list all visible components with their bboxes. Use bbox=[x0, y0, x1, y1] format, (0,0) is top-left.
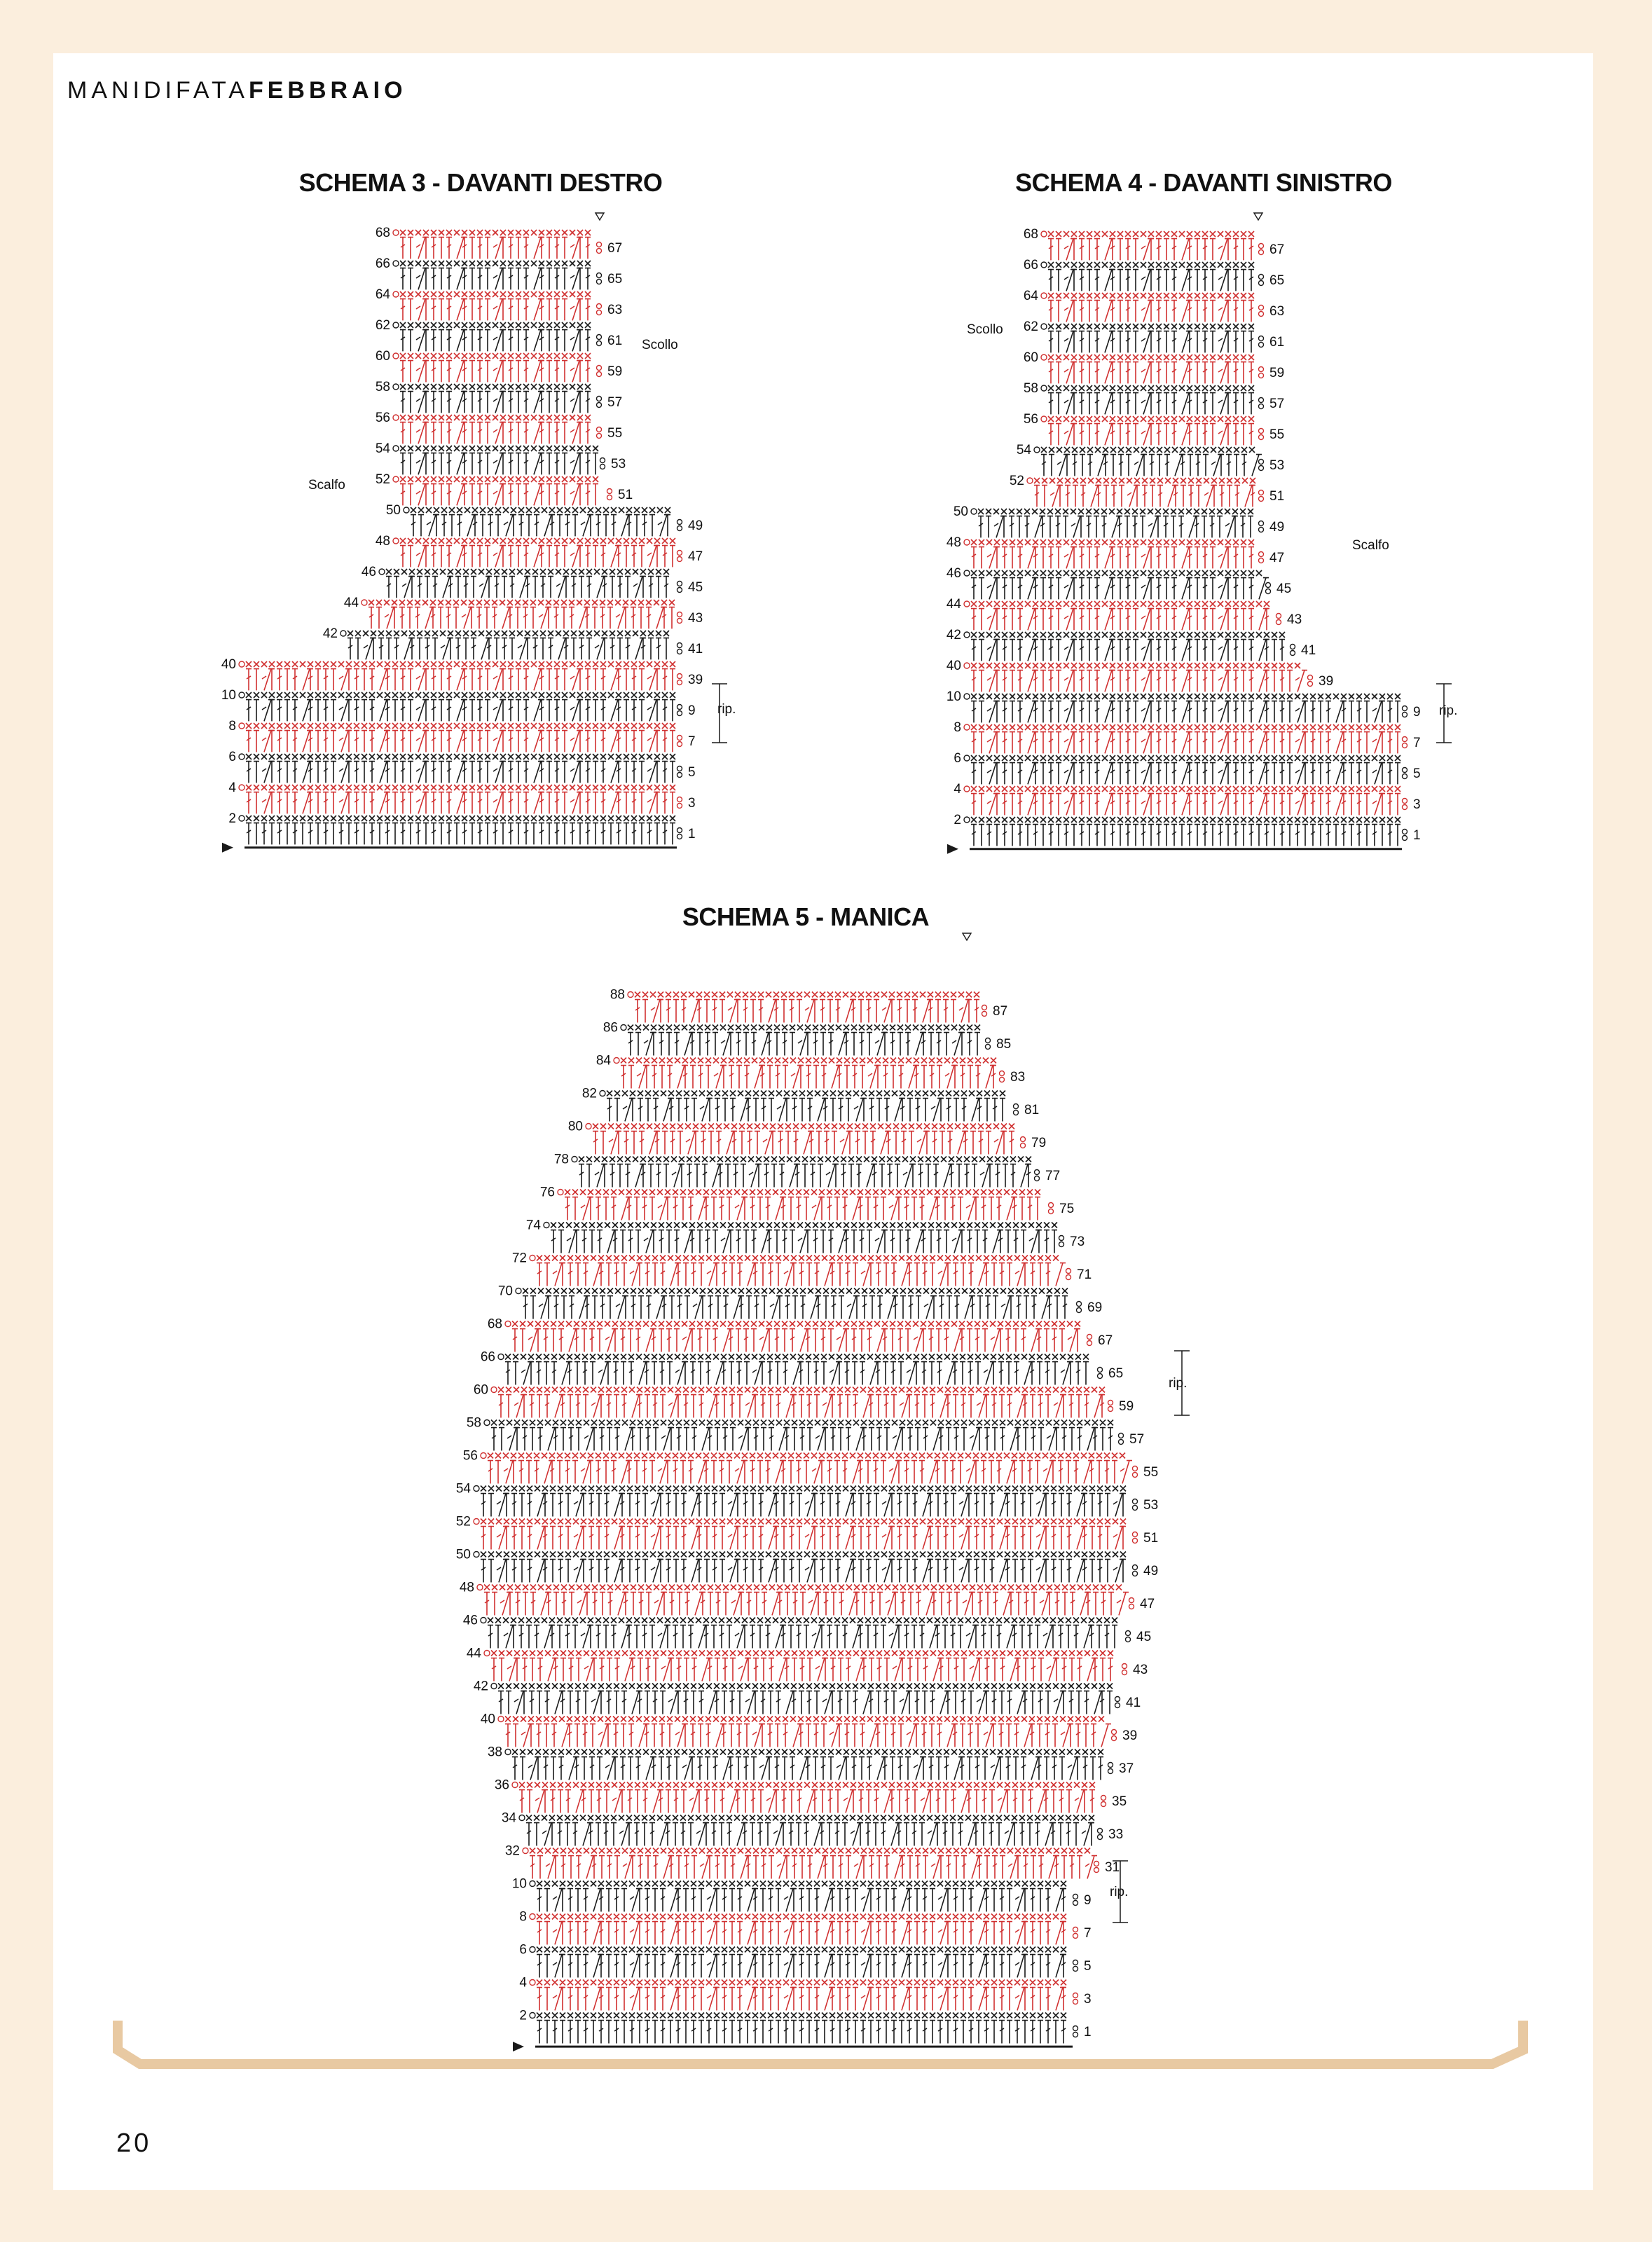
schema5-stitch-row-odd bbox=[579, 1164, 1031, 1188]
schema4-row-label-right: 9 bbox=[1413, 705, 1421, 720]
schema5-row-label-left: 48 bbox=[459, 1580, 474, 1595]
schema5-row-label-left: 56 bbox=[462, 1448, 478, 1464]
schema3-row-label-right: 3 bbox=[688, 796, 696, 811]
schema4-row-label-right: 49 bbox=[1269, 520, 1285, 535]
schema3-row-label-right: 57 bbox=[607, 395, 623, 410]
schema5-row-label-left: 50 bbox=[455, 1547, 471, 1562]
schema5-stitch-row-even bbox=[481, 1486, 1126, 1492]
schema5-row-label-right: 47 bbox=[1140, 1597, 1155, 1611]
schema5-row-label-right: 31 bbox=[1105, 1860, 1120, 1875]
schema3-row-label-left: 40 bbox=[221, 657, 236, 672]
schema5-stitch-row-even bbox=[505, 1354, 1089, 1360]
schema5-stitch-row-even bbox=[579, 1157, 1031, 1162]
schema5-stitch-row-odd bbox=[512, 1757, 1103, 1780]
schema4-row-label-right: 5 bbox=[1413, 766, 1421, 781]
schema4-row-label-left: 44 bbox=[946, 597, 961, 612]
schema4-row-label-right: 1 bbox=[1413, 828, 1421, 843]
schema4-row-label-right: 51 bbox=[1269, 489, 1285, 504]
schema5-stitch-row-even bbox=[484, 1585, 1122, 1590]
schema5-stitch-row-even bbox=[537, 1256, 1059, 1261]
schema3-row-label-left: 64 bbox=[375, 287, 390, 302]
schema3-neck-label: Scollo bbox=[642, 338, 678, 352]
schema5-stitch-row-even bbox=[607, 1091, 1005, 1096]
schema5-stitch-row-even bbox=[519, 1782, 1095, 1788]
schema5-end-mark-icon bbox=[963, 933, 971, 940]
schema3-row-label-left: 8 bbox=[228, 719, 236, 734]
schema5-row-label-right: 5 bbox=[1084, 1959, 1092, 1974]
schema3-row-label-right: 63 bbox=[607, 303, 623, 317]
schema3-row-label-right: 1 bbox=[688, 827, 696, 841]
schema5-row-label-left: 42 bbox=[473, 1679, 488, 1694]
schema3-row-label-right: 49 bbox=[688, 518, 703, 533]
schema5-stitch-row-even bbox=[530, 1848, 1090, 1854]
schema5-stitch-row-odd bbox=[537, 1889, 1066, 1912]
schema5-stitch-row-even bbox=[537, 1881, 1066, 1887]
schema4-row-label-left: 46 bbox=[946, 566, 961, 581]
schema5-row-label-left: 58 bbox=[466, 1415, 481, 1431]
schema4-row-label-right: 65 bbox=[1269, 273, 1285, 288]
schema3-row-label-left: 56 bbox=[375, 411, 390, 425]
schema5-row-label-right: 67 bbox=[1098, 1333, 1113, 1348]
schema3-row-label-right: 67 bbox=[607, 241, 623, 256]
schema3-row-label-right: 55 bbox=[607, 426, 623, 441]
schema5-row-label-left: 8 bbox=[519, 1909, 527, 1925]
schema5-stitch-row-odd bbox=[505, 1362, 1089, 1385]
schema4-row-label-right: 3 bbox=[1413, 797, 1421, 812]
schema5-stitch-row-odd bbox=[565, 1197, 1040, 1220]
schema5-stitch-row-even bbox=[481, 1519, 1126, 1525]
schema5-row-label-right: 81 bbox=[1024, 1103, 1040, 1117]
schema4-row-label-left: 66 bbox=[1023, 258, 1038, 273]
schema5-row-label-left: 88 bbox=[610, 987, 625, 1003]
schema5-stitch-row-odd bbox=[488, 1625, 1117, 1649]
schema5-row-label-left: 46 bbox=[462, 1613, 478, 1628]
schema5-row-label-left: 52 bbox=[455, 1514, 471, 1529]
schema4-row-label-left: 50 bbox=[953, 504, 968, 519]
schema5-row-label-left: 78 bbox=[553, 1152, 569, 1167]
schema3-title: SCHEMA 3 - DAVANTI DESTRO bbox=[298, 168, 663, 197]
schema5-row-label-right: 37 bbox=[1119, 1761, 1134, 1776]
schema5-stitch-row-even bbox=[488, 1618, 1117, 1623]
schema5-stitch-row-odd bbox=[491, 1658, 1113, 1682]
schema3-row-label-right: 9 bbox=[688, 703, 696, 718]
schema5-stitch-row-odd bbox=[607, 1099, 1005, 1122]
schema5-stitch-row-odd bbox=[635, 1000, 979, 1023]
schema5-stitch-row-odd bbox=[593, 1132, 1014, 1155]
schema3-row-label-left: 2 bbox=[228, 811, 236, 826]
schema5-stitch-row-odd bbox=[628, 1033, 980, 1056]
schema5-stitch-row-even bbox=[481, 1552, 1126, 1557]
schema5-row-label-right: 73 bbox=[1070, 1235, 1085, 1249]
schema4-row-label-left: 48 bbox=[946, 535, 961, 550]
schema3-row-label-left: 44 bbox=[343, 596, 359, 610]
schema5-stitch-row-odd bbox=[537, 1263, 1066, 1286]
schema3-scallop-label: Scalfo bbox=[308, 478, 345, 493]
schema5-stitch-row-odd bbox=[512, 1329, 1080, 1352]
schema5-stitch-row-odd bbox=[621, 1066, 996, 1089]
schema5-row-label-right: 45 bbox=[1136, 1630, 1152, 1644]
schema5-row-label-left: 76 bbox=[539, 1185, 555, 1200]
schema3-row-label-right: 53 bbox=[611, 457, 626, 472]
schema5-row-label-right: 33 bbox=[1108, 1827, 1124, 1842]
schema5-stitch-row-even bbox=[635, 992, 979, 998]
schema5-stitch-row-even bbox=[491, 1651, 1113, 1656]
schema5-stitch-row-odd bbox=[523, 1296, 1068, 1319]
schema3-row-label-right: 43 bbox=[688, 611, 703, 626]
schema4-row-label-right: 63 bbox=[1269, 304, 1285, 319]
schema5-row-label-left: 70 bbox=[497, 1284, 513, 1299]
schema4-row-label-right: 41 bbox=[1301, 643, 1316, 658]
schema5-stitch-row-odd bbox=[505, 1724, 1111, 1747]
schema5-stitch-row-odd bbox=[537, 1955, 1066, 1978]
schema4-row-label-left: 8 bbox=[954, 720, 961, 735]
schema3-row-label-right: 59 bbox=[607, 364, 623, 379]
schema5-row-label-right: 49 bbox=[1143, 1564, 1159, 1579]
schema5-row-label-right: 35 bbox=[1112, 1794, 1127, 1809]
schema5-row-label-left: 4 bbox=[519, 1975, 527, 1990]
schema5-row-label-right: 85 bbox=[996, 1037, 1012, 1052]
schema5-stitch-row-even bbox=[551, 1223, 1057, 1228]
schema5-row-label-left: 60 bbox=[473, 1382, 488, 1398]
page-number: 20 bbox=[116, 2128, 152, 2158]
schema4-row-label-right: 53 bbox=[1269, 458, 1285, 473]
schema5-stitch-row-odd bbox=[491, 1428, 1113, 1451]
schema4-row-label-right: 47 bbox=[1269, 551, 1285, 565]
schema5-repeat-label-bottom: rip. bbox=[1110, 1885, 1129, 1899]
schema4-row-label-right: 67 bbox=[1269, 242, 1285, 257]
schema5-stitch-row-even bbox=[565, 1190, 1040, 1195]
schema4-row-label-left: 64 bbox=[1023, 289, 1038, 303]
schema5-stitch-row-odd bbox=[537, 1988, 1066, 2011]
schema3-row-label-right: 47 bbox=[688, 549, 703, 564]
schema5-stitch-row-even bbox=[628, 1025, 980, 1031]
schema3-row-label-right: 51 bbox=[618, 488, 633, 502]
schema3-row-label-left: 58 bbox=[375, 380, 390, 394]
schema4-row-label-right: 57 bbox=[1269, 397, 1285, 411]
header-issue: FEBBRAIO bbox=[248, 77, 407, 104]
schema4-row-label-left: 40 bbox=[946, 659, 961, 673]
schema5-row-label-right: 71 bbox=[1077, 1267, 1092, 1282]
schema3-row-label-right: 61 bbox=[607, 333, 623, 348]
schema3-row-label-right: 5 bbox=[688, 765, 696, 780]
schema3-row-label-left: 54 bbox=[375, 441, 390, 456]
schema4-title: SCHEMA 4 - DAVANTI SINISTRO bbox=[1015, 168, 1392, 197]
schema5-stitch-row-odd bbox=[481, 1494, 1126, 1517]
schema4-row-label-left: 60 bbox=[1023, 350, 1038, 365]
schema5-row-label-left: 72 bbox=[511, 1251, 527, 1266]
schema5-row-label-right: 7 bbox=[1084, 1926, 1092, 1941]
schema5-stitch-row-even bbox=[498, 1684, 1113, 1689]
schema4-row-label-right: 55 bbox=[1269, 427, 1285, 442]
schema5-stitch-row-odd bbox=[519, 1790, 1095, 1813]
schema5-row-label-right: 83 bbox=[1010, 1070, 1026, 1085]
bottom-bracket bbox=[112, 2021, 1541, 2070]
schema5-stitch-row-even bbox=[498, 1387, 1105, 1393]
schema3-row-label-left: 52 bbox=[375, 472, 390, 487]
schema5-stitch-row-odd bbox=[481, 1527, 1126, 1550]
schema5-stitch-row-odd bbox=[488, 1461, 1132, 1484]
schema5-row-label-right: 9 bbox=[1084, 1893, 1092, 1908]
schema5-row-label-left: 10 bbox=[511, 1876, 527, 1892]
schema4-row-label-left: 10 bbox=[946, 689, 961, 704]
schema5-row-label-right: 41 bbox=[1126, 1696, 1141, 1710]
schema5-row-label-right: 39 bbox=[1122, 1728, 1138, 1743]
schema3-row-label-left: 68 bbox=[375, 226, 390, 240]
schema5-row-label-right: 79 bbox=[1031, 1136, 1047, 1150]
schema5-stitch-row-even bbox=[523, 1288, 1068, 1294]
schema4-row-label-left: 6 bbox=[954, 751, 961, 766]
schema5-row-label-right: 69 bbox=[1087, 1300, 1103, 1315]
schema5-row-label-right: 51 bbox=[1143, 1531, 1159, 1546]
schema5-row-label-left: 32 bbox=[504, 1843, 520, 1859]
schema3-row-label-left: 4 bbox=[228, 780, 236, 795]
schema5-row-label-right: 59 bbox=[1119, 1399, 1134, 1414]
schema5-stitch-row-even bbox=[488, 1453, 1125, 1459]
schema5-row-label-left: 44 bbox=[466, 1646, 481, 1661]
schema4-row-label-left: 54 bbox=[1016, 443, 1031, 458]
schema5-row-label-left: 34 bbox=[501, 1810, 516, 1826]
schema5-stitch-row-even bbox=[512, 1749, 1103, 1755]
schema5-stitch-row-even bbox=[593, 1124, 1014, 1129]
schema3-row-label-left: 60 bbox=[375, 349, 390, 364]
schema5-row-label-left: 6 bbox=[519, 1942, 527, 1958]
schema5-stitch-row-even bbox=[537, 1980, 1066, 1986]
schema5-stitch-row-odd bbox=[481, 1560, 1126, 1583]
schema5-stitch-row-odd bbox=[484, 1593, 1129, 1616]
schema5-stitch-row-even bbox=[537, 1947, 1066, 1953]
schema4-row-label-left: 62 bbox=[1023, 319, 1038, 334]
schema3-row-label-left: 42 bbox=[322, 626, 338, 641]
schema5-stitch-row-even bbox=[526, 1815, 1094, 1821]
schema4-row-label-left: 4 bbox=[954, 782, 961, 797]
schema5-row-label-left: 82 bbox=[581, 1086, 597, 1101]
schema5-stitch-row-even bbox=[537, 1914, 1066, 1920]
schema5-row-label-right: 3 bbox=[1084, 1992, 1092, 2007]
schema5-stitch-row-odd bbox=[498, 1395, 1105, 1418]
schema5-title: SCHEMA 5 - MANICA bbox=[682, 902, 930, 931]
schema3-row-label-left: 46 bbox=[361, 565, 376, 579]
schema5-row-label-left: 86 bbox=[603, 1020, 618, 1036]
schema5-stitch-row-odd bbox=[530, 1856, 1097, 1879]
schema5-row-label-left: 80 bbox=[567, 1119, 583, 1134]
schema4-neck-label: Scollo bbox=[967, 322, 1003, 337]
schema5-stitch-row-even bbox=[621, 1058, 996, 1064]
schema4-row-label-left: 58 bbox=[1023, 381, 1038, 396]
schema5-row-label-right: 87 bbox=[993, 1004, 1008, 1019]
schema3-row-label-left: 50 bbox=[385, 503, 401, 518]
schema5-row-label-left: 84 bbox=[596, 1053, 611, 1068]
schema4-row-label-right: 7 bbox=[1413, 736, 1421, 750]
schema5-row-label-left: 2 bbox=[519, 2008, 527, 2023]
schema3-row-label-left: 6 bbox=[228, 750, 236, 764]
schema5-row-label-left: 36 bbox=[494, 1777, 509, 1793]
schema4-row-label-right: 45 bbox=[1276, 582, 1292, 596]
schema3-row-label-left: 10 bbox=[221, 688, 236, 703]
schema4-row-label-right: 39 bbox=[1319, 674, 1334, 689]
schema3-row-label-right: 65 bbox=[607, 272, 623, 287]
schema5-row-label-right: 57 bbox=[1129, 1432, 1145, 1447]
schema5-stitch-row-even bbox=[491, 1420, 1113, 1426]
schema5-row-label-left: 66 bbox=[480, 1349, 495, 1365]
schema4-row-label-right: 59 bbox=[1269, 366, 1285, 380]
schema3-row-label-left: 66 bbox=[375, 256, 390, 271]
schema4-row-label-right: 43 bbox=[1287, 612, 1302, 627]
schema3-row-label-left: 62 bbox=[375, 318, 390, 333]
schema5-row-label-right: 43 bbox=[1133, 1663, 1148, 1677]
schema4-row-label-right: 61 bbox=[1269, 335, 1285, 350]
schema5-row-label-left: 54 bbox=[455, 1481, 471, 1497]
schema5-stitch-row-even bbox=[512, 1321, 1080, 1327]
schema5-repeat-label-top: rip. bbox=[1169, 1376, 1188, 1391]
schema5-stitch-row-odd bbox=[551, 1230, 1057, 1253]
header-prefix: MANIDIFATA bbox=[67, 77, 249, 104]
schema4-row-label-left: 42 bbox=[946, 628, 961, 642]
schema5-row-label-left: 68 bbox=[487, 1316, 502, 1332]
schema5-stitch-row-odd bbox=[537, 1922, 1066, 1945]
schema3-row-label-left: 48 bbox=[375, 534, 390, 549]
schema4-scallop-label: Scalfo bbox=[1352, 538, 1389, 553]
schema5-row-label-right: 75 bbox=[1059, 1202, 1075, 1216]
schema5-row-label-left: 40 bbox=[480, 1712, 495, 1727]
schema5-row-label-right: 77 bbox=[1045, 1169, 1061, 1183]
schema4-row-label-left: 56 bbox=[1023, 412, 1038, 427]
schema5-row-label-left: 38 bbox=[487, 1745, 502, 1760]
schema3-row-label-right: 39 bbox=[688, 673, 703, 687]
schema5-stitch-row-even bbox=[537, 2013, 1066, 2019]
schema5-stitch-row-even bbox=[505, 1717, 1104, 1722]
schema5-row-label-right: 1 bbox=[1084, 2025, 1092, 2040]
schema5-stitch-row-odd bbox=[498, 1691, 1113, 1714]
schema3-row-label-right: 7 bbox=[688, 734, 696, 749]
schema3-row-label-right: 41 bbox=[688, 642, 703, 656]
schema4-row-label-left: 2 bbox=[954, 813, 961, 827]
schema4-repeat-label: rip. bbox=[1439, 703, 1458, 718]
schema5-row-label-right: 55 bbox=[1143, 1465, 1159, 1480]
schema4-row-label-left: 68 bbox=[1023, 227, 1038, 242]
schema5-row-label-right: 65 bbox=[1108, 1366, 1124, 1381]
schema4-row-label-left: 52 bbox=[1009, 474, 1024, 488]
schema5-row-label-left: 74 bbox=[525, 1218, 541, 1233]
schema5-row-label-right: 53 bbox=[1143, 1498, 1159, 1513]
schema3-repeat-label: rip. bbox=[717, 702, 736, 717]
schema5-stitch-row-odd bbox=[526, 1823, 1094, 1846]
schema3-row-label-right: 45 bbox=[688, 580, 703, 595]
